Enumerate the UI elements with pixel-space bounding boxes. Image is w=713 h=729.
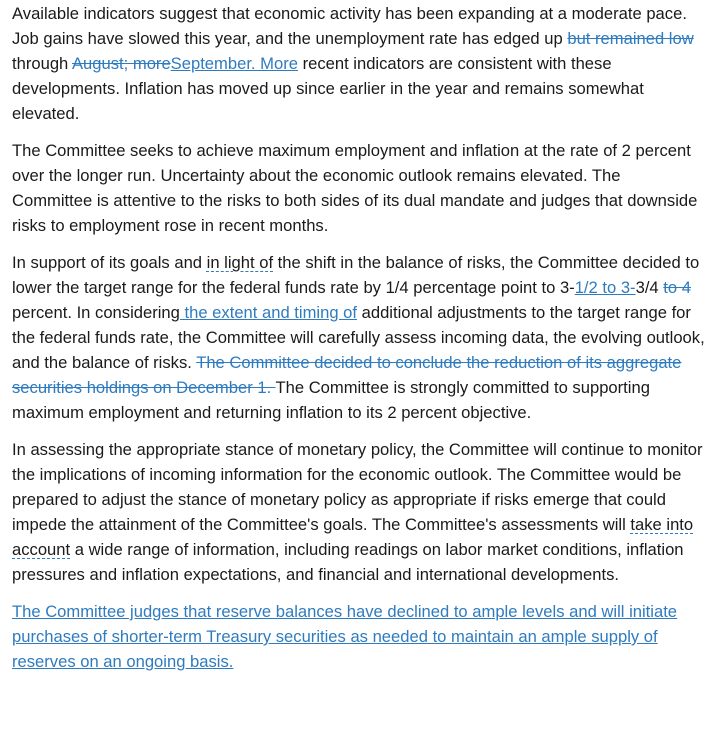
text-run: The Committee is strongly committed to supporting maximum employment and returning inflation to its 2 percent objective. bbox=[12, 378, 650, 422]
text-run: In assessing the appropriate stance of monetary policy, the Committee will continue to monitor the implications of incoming information for the economic outlook. The Committee would be prepared to adjust the stance of monetary policy as appropriate if risks emerge that could impede the attainment of the Committee's goals. The Committee's assessments will bbox=[12, 440, 703, 534]
text-run: a wide range of information, including readings on labor market conditions, inflation pressures and inflation expectations, and financial and international developments. bbox=[12, 540, 684, 584]
paragraph-5 bbox=[12, 599, 705, 674]
text-run: through bbox=[12, 54, 72, 73]
text-run: percent. In considering bbox=[12, 303, 180, 322]
revised-text[interactable]: in light of bbox=[206, 253, 274, 272]
text-run: Available indicators suggest that economic activity has been expanding at a moderate pace. Job gains have slowed this year, and the unemployment rate has edged up bbox=[12, 4, 687, 48]
deleted-text[interactable]: but remained low bbox=[567, 29, 694, 48]
paragraph-1 bbox=[12, 1, 705, 126]
text-run: the shift in the balance of risks, the Committee decided to lower the target range for the federal funds rate by 1/4 percentage point to 3- bbox=[12, 253, 700, 297]
revised-text[interactable]: take into account bbox=[12, 515, 694, 559]
text-run: The Committee seeks to achieve maximum employment and inflation at the rate of 2 percent over the longer run. Uncertainty about the economic outlook remains elevated. The Committee is attentive to the risks to both sides of its dual mandate and judges that downside risks to employment rose in recent months. bbox=[12, 141, 698, 235]
inserted-text[interactable]: 1/2 to 3- bbox=[574, 278, 636, 297]
deleted-text[interactable]: The Committee decided to conclude the reduction of its aggregate securities holdings on December 1. bbox=[12, 353, 682, 397]
text-run: additional adjustments to the target range for the federal funds rate, the Committee will carefully assess incoming data, the evolving outlook, and the balance of risks. bbox=[12, 303, 705, 372]
paragraph-2 bbox=[12, 138, 705, 238]
paragraph-3 bbox=[12, 250, 705, 425]
text-run: In support of its goals and bbox=[12, 253, 207, 272]
inserted-text[interactable]: The Committee judges that reserve balances have declined to ample levels and will initiate purchases of shorter-term Treasury securities as needed to maintain an ample supply of reserves on an ongoing basis. bbox=[12, 602, 678, 671]
deleted-text[interactable]: August; more bbox=[71, 54, 171, 73]
inserted-text[interactable]: September. More bbox=[170, 54, 298, 73]
text-run: recent indicators are consistent with these developments. Inflation has moved up since earlier in the year and remains somewhat elevated. bbox=[12, 54, 644, 123]
inserted-text[interactable]: the extent and timing of bbox=[179, 303, 358, 322]
text-run: 3/4 bbox=[635, 278, 664, 297]
deleted-text[interactable]: to 4 bbox=[663, 278, 691, 297]
paragraph-4 bbox=[12, 437, 705, 587]
